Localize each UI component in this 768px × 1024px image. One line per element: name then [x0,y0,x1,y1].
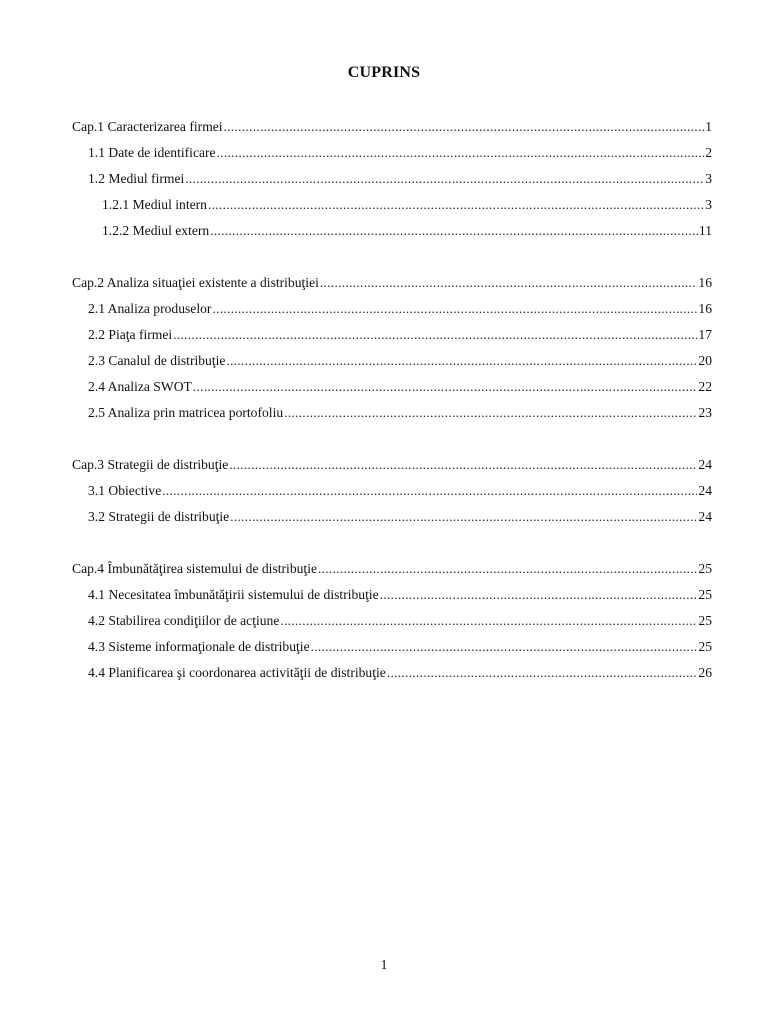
toc-entry-label: 4.3 Sisteme informaţionale de distribuţie [88,639,310,654]
toc-entry[interactable] [72,350,712,376]
toc-entry[interactable] [72,480,712,506]
toc-entry[interactable] [72,220,712,246]
toc-entry-label: 4.1 Necesitatea îmbunătăţirii sistemului de distribuţie [88,587,379,602]
toc-entry-label: 2.1 Analiza produselor [88,301,212,316]
toc-entry[interactable] [72,324,712,350]
page-number: 1 [380,958,388,973]
toc-section-cap3 [72,454,712,532]
toc-entry-page: 3 [705,197,712,212]
toc-entry-label: 1.2.2 Mediul extern [102,223,210,238]
toc-entry[interactable] [72,558,712,584]
toc-entry-label: 4.2 Stabilirea condiţiilor de acţiune [88,613,280,628]
dot-leader [320,272,698,294]
dot-leader [226,350,697,372]
toc-entry-label: 2.5 Analiza prin matricea portofoliu [88,405,284,420]
dot-leader [229,454,697,476]
toc-section-cap1 [72,116,712,246]
toc-entry-label: 1.2 Mediul firmei [88,171,185,186]
toc-entry-page: 25 [698,613,712,628]
toc-entry[interactable] [72,506,712,532]
dot-leader [280,610,697,632]
dot-leader [217,142,705,164]
toc-entry-label: 3.2 Strategii de distribuţie [88,509,230,524]
toc-entry-page: 2 [705,145,712,160]
toc-entry-label: 2.2 Piaţa firmei [88,327,173,342]
toc-entry[interactable] [72,662,712,688]
toc-entry-label: 2.4 Analiza SWOT [88,379,192,394]
dot-leader [311,636,698,658]
toc-entry-page: 17 [698,327,712,342]
toc-entry-page: 16 [698,301,712,316]
dot-leader [224,116,705,138]
toc-entry-page: 16 [698,275,712,290]
dot-leader [230,506,697,528]
toc-entry-label: 3.1 Obiective [88,483,162,498]
dot-leader [208,194,704,216]
toc-entry[interactable] [72,402,712,428]
toc-entry-page: 3 [705,171,712,186]
dot-leader [193,376,698,398]
dot-leader [212,298,697,320]
toc-entry-page: 24 [698,509,712,524]
dot-leader [318,558,697,580]
toc-section-cap2 [72,272,712,428]
toc-entry[interactable] [72,116,712,142]
toc-entry[interactable] [72,298,712,324]
toc-entry[interactable] [72,168,712,194]
toc-entry-page: 23 [698,405,712,420]
toc-entry-label: Cap.4 Îmbunătăţirea sistemului de distribuţie [72,561,318,576]
table-of-contents [72,116,712,688]
toc-entry-page: 24 [698,457,712,472]
toc-entry-page: 20 [698,353,712,368]
toc-entry-page: 26 [698,665,712,680]
dot-leader [380,584,698,606]
toc-entry-page: 25 [698,587,712,602]
toc-entry-page: 25 [698,561,712,576]
toc-entry[interactable] [72,376,712,402]
toc-entry-label: 4.4 Planificarea şi coordonarea activităţii de distribuţie [88,665,386,680]
toc-entry[interactable] [72,272,712,298]
toc-entry[interactable] [72,142,712,168]
toc-entry-page: 11 [698,223,712,238]
dot-leader [162,480,697,502]
toc-entry[interactable] [72,610,712,636]
dot-leader [284,402,697,424]
toc-entry[interactable] [72,194,712,220]
dot-leader [173,324,697,346]
toc-entry-label: 2.3 Canalul de distribuţie [88,353,226,368]
toc-entry[interactable] [72,584,712,610]
toc-entry-page: 25 [698,639,712,654]
dot-leader [185,168,704,190]
toc-entry-label: Cap.3 Strategii de distribuţie [72,457,229,472]
toc-entry-page: 1 [705,119,712,134]
toc-entry[interactable] [72,454,712,480]
toc-entry-page: 24 [698,483,712,498]
toc-entry[interactable] [72,636,712,662]
toc-entry-label: 1.2.1 Mediul intern [102,197,207,212]
dot-leader [387,662,698,684]
toc-entry-page: 22 [698,379,712,394]
dot-leader [210,220,698,242]
toc-entry-label: Cap.1 Caracterizarea firmei [72,119,223,134]
toc-section-cap4 [72,558,712,688]
toc-entry-label: Cap.2 Analiza situaţiei existente a distribuţiei [72,275,319,290]
toc-entry-label: 1.1 Date de identificare [88,145,216,160]
page-title: CUPRINS [347,64,421,81]
